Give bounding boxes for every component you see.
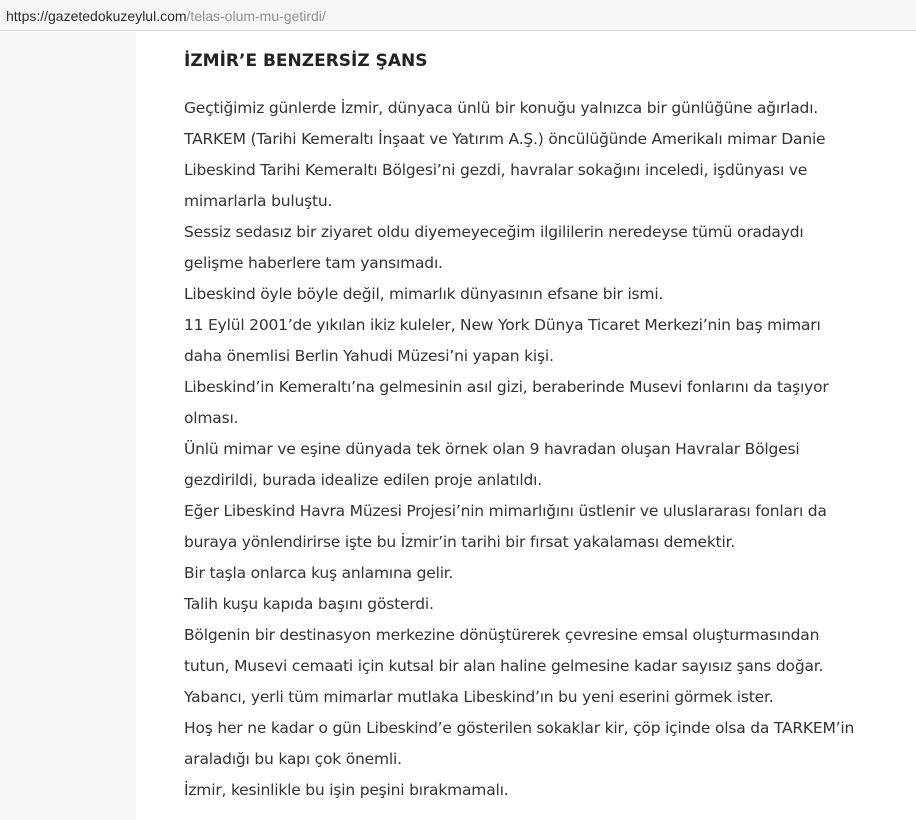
url-text[interactable] <box>6 7 326 25</box>
paragraph-line: gelişme haberlere tam yansımadı. <box>184 254 443 272</box>
article-paragraph <box>184 496 884 558</box>
article-paragraphs <box>184 93 884 806</box>
article-paragraph <box>184 434 884 496</box>
paragraph-line: araladığı bu kapı çok önemli. <box>184 750 402 768</box>
article-body <box>184 48 884 806</box>
paragraph-line: Sessiz sedasız bir ziyaret oldu diyemeyeceğim ilgililerin neredeyse tümü oradaydı <box>184 223 804 241</box>
paragraph-line: 11 Eylül 2001’de yıkılan ikiz kuleler, New York Dünya Ticaret Merkezi’nin baş mimarı <box>184 316 821 334</box>
paragraph-line: Libeskind’in Kemeraltı’na gelmesinin asıl gizi, beraberinde Musevi fonlarını da taşıyor <box>184 378 829 396</box>
left-sidebar <box>0 32 136 820</box>
article-paragraph <box>184 310 884 372</box>
article-paragraph <box>184 372 884 434</box>
paragraph-line: daha önemlisi Berlin Yahudi Müzesi’ni yapan kişi. <box>184 347 554 365</box>
paragraph-line: olması. <box>184 409 239 427</box>
article-paragraph <box>184 620 884 682</box>
article-paragraph <box>184 682 884 713</box>
paragraph-line: Eğer Libeskind Havra Müzesi Projesi’nin mimarlığını üstlenir ve uluslararası fonları da <box>184 502 827 520</box>
paragraph-line: Bir taşla onlarca kuş anlamına gelir. <box>184 564 454 582</box>
article-paragraph <box>184 217 884 279</box>
paragraph-line: İzmir, kesinlikle bu işin peşini bırakmamalı. <box>184 781 509 799</box>
paragraph-line: Ünlü mimar ve eşine dünyada tek örnek olan 9 havradan oluşan Havralar Bölgesi <box>184 440 800 458</box>
article-heading: İZMİR’E BENZERSİZ ŞANS <box>184 51 428 71</box>
paragraph-line: buraya yönlendirirse işte bu İzmir’in tarihi bir fırsat yakalaması demektir. <box>184 533 736 551</box>
paragraph-line: mimarlarla buluştu. <box>184 192 333 210</box>
article-paragraph <box>184 558 884 589</box>
paragraph-line: Geçtiğimiz günlerde İzmir, dünyaca ünlü bir konuğu yalnızca bir günlüğüne ağırladı. <box>184 99 819 117</box>
url-path: /telas-olum-mu-getirdi/ <box>186 8 326 24</box>
paragraph-line: tutun, Musevi cemaati için kutsal bir alan haline gelmesine kadar sayısız şans doğar. <box>184 657 824 675</box>
article-paragraph <box>184 589 884 620</box>
url-host: https://gazetedokuzeylul.com <box>6 8 187 24</box>
article-paragraph <box>184 775 884 806</box>
paragraph-line: Bölgenin bir destinasyon merkezine dönüştürerek çevresine emsal oluşturmasından <box>184 626 820 644</box>
paragraph-line: Hoş her ne kadar o gün Libeskind’e gösterilen sokaklar kir, çöp içinde olsa da TARKEM’in <box>184 719 855 737</box>
paragraph-line: Yabancı, yerli tüm mimarlar mutlaka Libeskind’ın bu yeni eserini görmek ister. <box>184 688 774 706</box>
paragraph-line: TARKEM (Tarihi Kemeraltı İnşaat ve Yatırım A.Ş.) öncülüğünde Amerikalı mimar Danie <box>184 130 826 148</box>
paragraph-line: Libeskind Tarihi Kemeraltı Bölgesi’ni gezdi, havralar sokağını inceledi, işdünyası ve <box>184 161 808 179</box>
article-paragraph <box>184 93 884 217</box>
article-paragraph <box>184 713 884 775</box>
paragraph-line: gezdirildi, burada idealize edilen proje anlatıldı. <box>184 471 542 489</box>
paragraph-line: Talih kuşu kapıda başını gösterdi. <box>184 595 434 613</box>
article-paragraph <box>184 279 884 310</box>
address-bar[interactable] <box>0 0 916 31</box>
paragraph-line: Libeskind öyle böyle değil, mimarlık dünyasının efsane bir ismi. <box>184 285 664 303</box>
